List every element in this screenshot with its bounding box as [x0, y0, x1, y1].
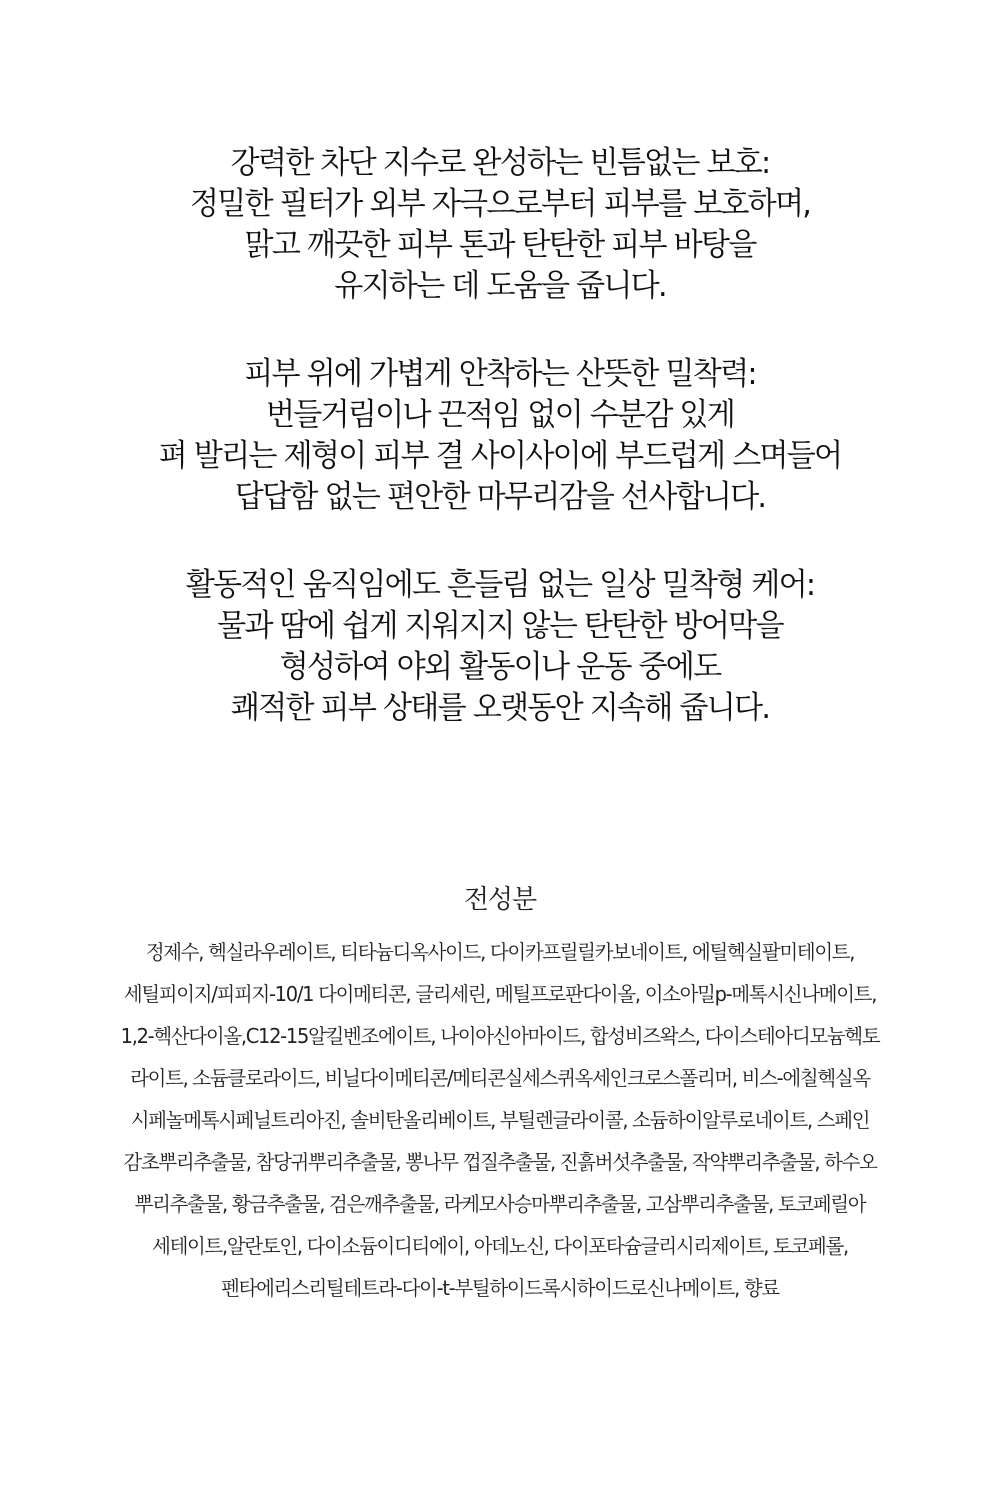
ingredient-line: 감초뿌리추출물, 참당귀뿌리추출물, 뽕나무 껍질추출물, 진흙버섯추출물, 작약뿌리추출물, 하수오 — [123, 1150, 877, 1174]
feature-text-line: 정밀한 필터가 외부 자극으로부터 피부를 보호하며, — [189, 186, 811, 222]
feature-text-line: 형성하여 야외 활동이나 운동 중에도 — [279, 649, 721, 685]
feature-text-line: 번들거림이나 끈적임 없이 수분감 있게 — [265, 397, 735, 433]
feature-text-line: 물과 땀에 쉽게 지워지지 않는 탄탄한 방어막을 — [217, 608, 783, 644]
ingredients-heading: 전성분 — [463, 885, 537, 915]
feature-heading: 강력한 차단 지수로 완성하는 빈틈없는 보호: — [230, 145, 770, 181]
ingredient-line: 세테이트,알란토인, 다이소듐이디티에이, 아데노신, 다이포타슘글리시리제이트, 토코페롤, — [152, 1234, 848, 1258]
ingredient-line: 정제수, 헥실라우레이트, 티타늄디옥사이드, 다이카프릴릴카보네이트, 에틸헥실팔미테이트, — [145, 940, 855, 964]
feature-heading: 활동적인 움직임에도 흔들림 없는 일상 밀착형 케어: — [185, 567, 815, 603]
ingredient-line: 뿌리추출물, 황금추출물, 검은깨추출물, 라케모사승마뿌리추출물, 고삼뿌리추출물, 토코페릴아 — [134, 1192, 866, 1216]
ingredient-line: 시페놀메톡시페닐트리아진, 솔비탄올리베이트, 부틸렌글라이콜, 소듐하이알루로네이트, 스페인 — [130, 1108, 870, 1132]
feature-block-activity-care — [0, 565, 1000, 729]
feature-text-line: 맑고 깨끗한 피부 톤과 탄탄한 피부 바탕을 — [244, 227, 756, 263]
ingredient-line: 펜타에리스리틸테트라-다이-t-부틸하이드록시하이드로신나메이트, 향료 — [221, 1276, 779, 1300]
ingredient-line: 세틸피이지/피피지-10/1 다이메티콘, 글리세린, 메틸프로판다이올, 이소아밀p-메톡시신나메이트, — [123, 982, 877, 1006]
feature-text-line: 펴 발리는 제형이 피부 결 사이사이에 부드럽게 스며들어 — [158, 438, 842, 474]
ingredient-line: 1,2-헥산다이올,C12-15알킬벤조에이트, 나이아신아마이드, 합성비즈왁스, 다이스테아디모늄헥토 — [120, 1024, 880, 1048]
ingredients-list — [0, 931, 1000, 1309]
feature-heading: 피부 위에 가볍게 안착하는 산뜻한 밀착력: — [244, 356, 756, 392]
feature-text-line: 쾌적한 피부 상태를 오랫동안 지속해 줍니다. — [230, 690, 770, 726]
ingredient-line: 라이트, 소듐클로라이드, 비닐다이메티콘/메티콘실세스퀴옥세인크로스폴리머, 비스-에칠헥실옥 — [130, 1066, 870, 1090]
feature-block-adhesion — [0, 354, 1000, 518]
feature-text-line: 답답함 없는 편안한 마무리감을 선사합니다. — [234, 479, 766, 515]
feature-block-protection — [0, 143, 1000, 307]
feature-text-line: 유지하는 데 도움을 줍니다. — [334, 268, 666, 304]
